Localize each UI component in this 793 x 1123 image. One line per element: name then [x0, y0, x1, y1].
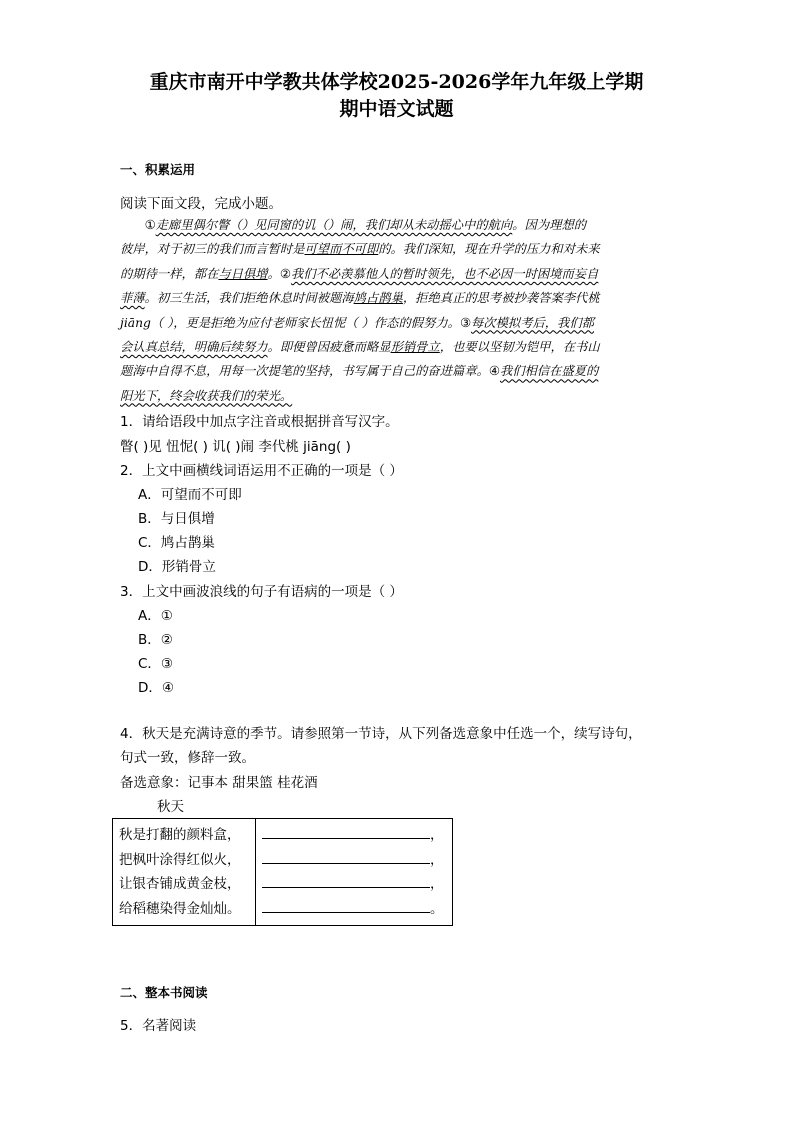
passage-line: jiāng（ ），更是拒绝为应付老师家长忸怩（ ）作态的假努力。③每次模拟考后，我们都	[120, 315, 594, 330]
poem-table	[112, 818, 453, 926]
question-2-option-b[interactable]: B．与日俱增	[138, 511, 215, 527]
reading-passage	[120, 213, 668, 408]
page-title-line2: 期中语文试题	[339, 98, 454, 120]
question-4-stem-line2: 句式一致，修辞一致。	[120, 750, 255, 766]
question-2-option-d[interactable]: D．形销骨立	[138, 559, 216, 575]
passage-line: 菲薄。初三生活，我们拒绝休息时间被题海鸠占鹊巢，拒绝真正的思考被抄袭答案李代桃	[120, 291, 600, 306]
passage-line: ①走廊里偶尔瞥（）见同窗的讥（）闹，我们却从未动摇心中的航向。因为理想的	[144, 218, 587, 232]
question-4-stem-line1: 4．秋天是充满诗意的季节。请参照第一节诗，从下列备选意象中任选一个，续写诗句，	[120, 726, 642, 742]
section-heading-2: 二、整本书阅读	[120, 985, 208, 1000]
passage-line: 会认真总结，明确后续努力。即便曾因疲惫而略显形销骨立，也要以坚韧为铠甲，在书山	[120, 339, 600, 354]
question-1-stem: 1．请给语段中加点字注音或根据拼音写汉字。	[120, 414, 399, 430]
underlined-phrase: 鸠占鹊巢	[353, 291, 403, 306]
passage-line: 的期待一样，都在与日俱增。②我们不必羡慕他人的暂时领先，也不必因一时困境而妄自	[120, 266, 599, 281]
question-3-option-d[interactable]: D．④	[138, 680, 174, 696]
answer-blank[interactable]	[262, 898, 430, 913]
underlined-phrase: 形销骨立	[390, 339, 440, 354]
poem-line: 秋是打翻的颜料盒，	[119, 827, 241, 843]
passage-line: 阳光下，终会收获我们的荣光。	[120, 388, 293, 403]
question-3-option-c[interactable]: C．③	[138, 656, 174, 672]
section-heading-1: 一、积累运用	[120, 162, 196, 177]
poem-title: 秋天	[157, 799, 184, 815]
passage-line: 彼岸，对于初三的我们而言暂时是可望而不可即的。我们深知，现在升学的压力和对未来	[120, 242, 600, 257]
answer-blank[interactable]	[262, 873, 430, 888]
question-2-option-c[interactable]: C．鸠占鹊巢	[138, 535, 215, 551]
passage-line: 题海中自得不息，用每一次提笔的坚持，书写属于自己的奋进篇章。④我们相信在盛夏的	[120, 364, 599, 379]
page-title-line1: 重庆市南开中学教共体学校2025-2026学年九年级上学期	[149, 71, 644, 93]
underlined-phrase: 与日俱增	[218, 266, 268, 281]
poem-answer-cell: ， ， ， 。	[256, 819, 453, 926]
question-3-stem: 3．上文中画波浪线的句子有语病的一项是（ ）	[120, 584, 403, 600]
poem-sample-cell	[113, 819, 256, 926]
poem-line: 让银杏铺成黄金枝，	[119, 876, 241, 892]
question-4-choices: 备选意象：记事本 甜果篮 桂花酒	[120, 775, 318, 791]
answer-blank[interactable]	[262, 849, 430, 864]
question-3-option-b[interactable]: B．②	[138, 632, 173, 648]
question-3-option-a[interactable]: A．①	[138, 608, 173, 624]
question-2-stem: 2．上文中画横线词语运用不正确的一项是（ ）	[120, 463, 403, 479]
question-1-fill: 瞥( )见 忸怩( ) 讥( )闹 李代桃 jiāng( )	[120, 439, 351, 455]
poem-line: 给稻穗染得金灿灿。	[119, 900, 241, 917]
question-2-option-a[interactable]: A．可望而不可即	[138, 487, 242, 503]
reading-intro: 阅读下面文段，完成小题。	[120, 196, 282, 212]
answer-blank[interactable]	[262, 824, 430, 839]
question-5-stem: 5．名著阅读	[120, 1018, 197, 1034]
poem-line: 把枫叶涂得红似火，	[119, 851, 241, 868]
underlined-phrase: 可望而不可即	[304, 242, 379, 257]
